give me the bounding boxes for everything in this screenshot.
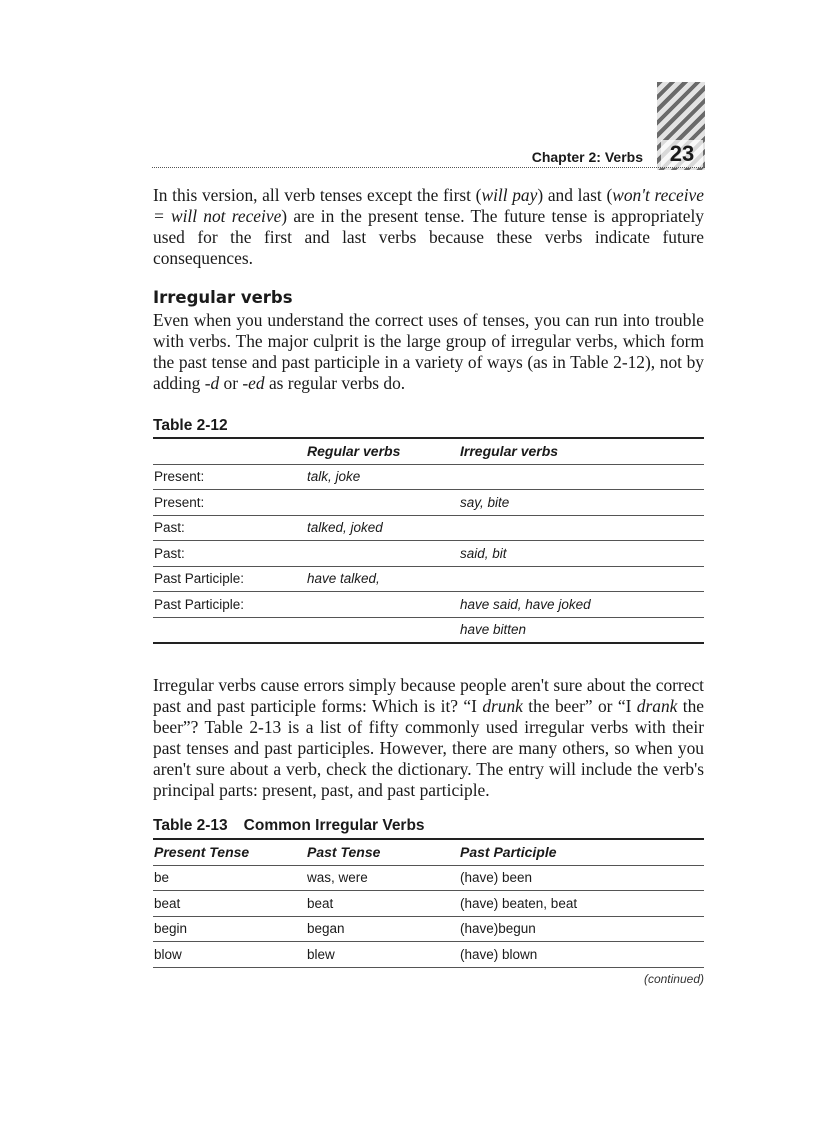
running-header-chapter: Chapter 2: Verbs	[531, 149, 643, 165]
header-cell: Regular verbs	[306, 438, 459, 464]
table-row	[153, 515, 704, 541]
table-cell: talk, joke	[306, 464, 459, 490]
table-cell: (have) beaten, beat	[459, 891, 704, 917]
table-cell	[306, 541, 459, 567]
paragraph-irregular-intro	[153, 310, 704, 394]
table-cell: have bitten	[459, 617, 704, 643]
header-cell	[153, 438, 306, 464]
table-2-13	[153, 838, 704, 968]
para3-text-3: the beer”? Table 2-13 is a list of fifty commonly used irregular verbs with their past tenses and past participles. However, there are many others, so when you aren't sure about a verb, check the dictionary. The entry will include the verb's principal parts: present, past, and past participle.	[153, 696, 705, 800]
continued-note: (continued)	[643, 972, 704, 986]
para3-italic-2: drank	[636, 696, 678, 716]
para2-text-3: as regular verbs do.	[264, 373, 406, 393]
para1-text-2: ) and last (	[537, 185, 613, 205]
table-cell: beat	[153, 891, 306, 917]
table-row	[153, 464, 704, 490]
table-row	[153, 865, 704, 891]
table-cell	[306, 617, 459, 643]
para3-text-1: Irregular verbs cause errors simply because people aren't sure about the correct past and past participle forms: Which is it? “I	[153, 675, 704, 716]
table-row	[153, 942, 704, 968]
para2-text-1: Even when you understand the correct uses of tenses, you can run into trouble with verbs. The major culprit is the large group of irregular verbs, which form the past tense and past participle in a variety of ways (as in Table 2-12), not by adding	[153, 310, 704, 393]
table-2-12	[153, 437, 704, 644]
table-2-12-caption	[153, 417, 228, 435]
table-cell	[459, 566, 704, 592]
table-cell: was, were	[306, 865, 459, 891]
table-cell	[153, 617, 306, 643]
table-row	[153, 891, 704, 917]
header-cell: Present Tense	[153, 839, 306, 865]
table-cell: have said, have joked	[459, 592, 704, 618]
para3-italic-1: drunk	[482, 696, 523, 716]
table-cell: Past Participle:	[153, 592, 306, 618]
table-2-13-caption	[153, 817, 425, 835]
table-cell: be	[153, 865, 306, 891]
page-number: 23	[661, 140, 703, 168]
table-row	[153, 592, 704, 618]
para1-italic-1: will pay	[481, 185, 538, 205]
table-cell	[306, 592, 459, 618]
table-row	[153, 541, 704, 567]
table-2-13-title: Common Irregular Verbs	[243, 817, 425, 834]
table-cell	[459, 464, 704, 490]
table-cell: blew	[306, 942, 459, 968]
table-cell: Present:	[153, 490, 306, 516]
header-cell: Irregular verbs	[459, 438, 704, 464]
table-cell: began	[306, 916, 459, 942]
table-row	[153, 490, 704, 516]
table-cell: Past:	[153, 515, 306, 541]
header-rule	[152, 167, 705, 168]
table-header-row	[153, 839, 704, 865]
table-cell: (have) blown	[459, 942, 704, 968]
para2-italic-1: -d	[204, 373, 220, 393]
para2-italic-2: -ed	[242, 373, 265, 393]
para1-italic-2: won't receive = will not receive	[153, 185, 704, 226]
table-2-13-label: Table 2-13	[153, 817, 228, 834]
table-header-row	[153, 438, 704, 464]
paragraph-irregular-errors	[153, 675, 704, 801]
table-cell: beat	[306, 891, 459, 917]
table-cell: (have)begun	[459, 916, 704, 942]
header-cell: Past Tense	[306, 839, 459, 865]
paragraph-tense-summary	[153, 185, 704, 269]
section-heading-irregular-verbs: Irregular verbs	[153, 288, 293, 307]
table-cell: talked, joked	[306, 515, 459, 541]
table-cell: (have) been	[459, 865, 704, 891]
table-cell: say, bite	[459, 490, 704, 516]
table-row	[153, 617, 704, 643]
para2-text-2: or	[219, 373, 243, 393]
table-cell: Past Participle:	[153, 566, 306, 592]
table-cell: said, bit	[459, 541, 704, 567]
table-cell: Past:	[153, 541, 306, 567]
table-cell	[306, 490, 459, 516]
para3-text-2: the beer” or “I	[522, 696, 637, 716]
para1-text-1: In this version, all verb tenses except the first (	[153, 185, 482, 205]
table-cell: blow	[153, 942, 306, 968]
table-row	[153, 566, 704, 592]
header-cell: Past Participle	[459, 839, 704, 865]
table-row	[153, 916, 704, 942]
table-cell: begin	[153, 916, 306, 942]
table-cell	[459, 515, 704, 541]
table-cell: Present:	[153, 464, 306, 490]
table-cell: have talked,	[306, 566, 459, 592]
para1-text-3: ) are in the present tense. The future tense is appropriately used for the first and last verbs because these verbs indicate future consequences.	[153, 206, 704, 268]
table-2-12-label: Table 2-12	[153, 417, 228, 434]
